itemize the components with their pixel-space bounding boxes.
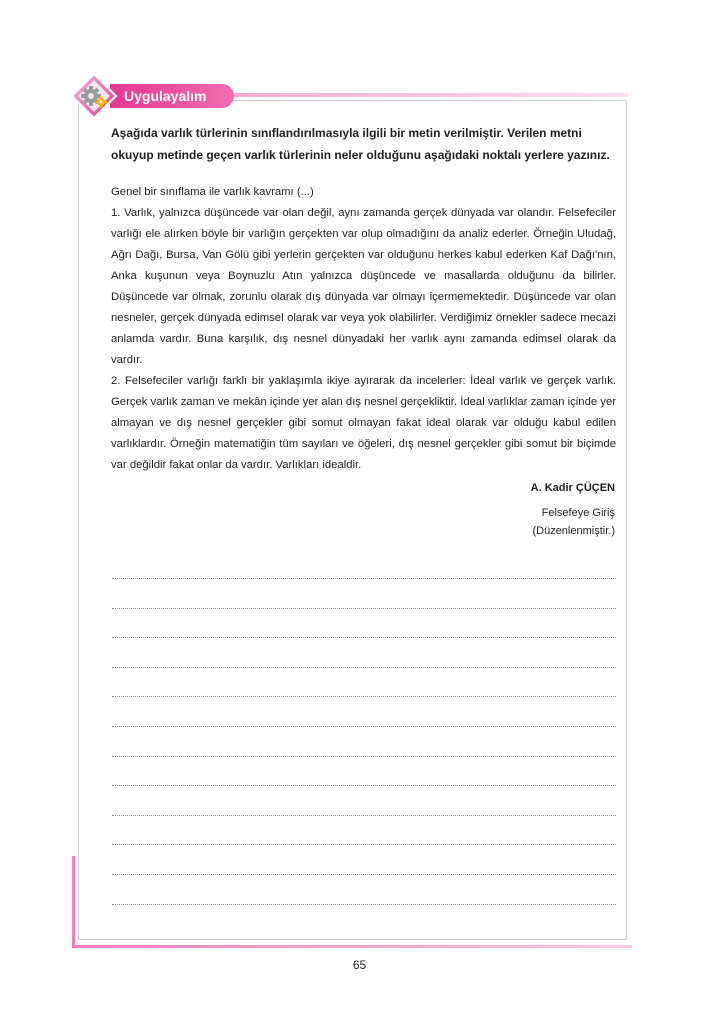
left-accent-bar: [72, 856, 75, 948]
text-paragraph-1: 1. Varlık, yalnızca düşüncede var olan değil, aynı zamanda gerçek dünyada var olandır. Felsefeciler varlığı ele alırken böyle bir varlığın gerçekten var olup olmadığını da analiz ederler. Örneğin Uludağ, Ağrı Dağı, Bursa, Van Gölü gibi yerlerin gerçekten var olduğunu herkes kabul ederken Kaf Dağı'nın, Anka kuşunun veya Boynuzlu Atın yalnızca düşüncede ve masallarda olduğunu da bilirler. Düşüncede var olmak, zorunlu olarak dış dünyada var olmayı içermemektedir. Düşüncede var olan nesneler, gerçek dünyada edimsel olarak var veya yok olabilirler. Verdiğimiz örnekler sadece mecazi anlamda vardır. Buna karşılık, dış nesnel dünyadaki her varlık aynı zamanda edimsel olarak da vardır.: [111, 207, 616, 366]
answer-line[interactable]: [112, 844, 616, 845]
answer-line[interactable]: [112, 696, 616, 697]
citation-book: Felsefeye Giriş: [541, 507, 615, 519]
text-paragraph-2: 2. Felsefeciler varlığı farklı bir yaklaşımla ikiye ayırarak da incelerler: İdeal varlık ve gerçek varlık. Gerçek varlık zaman ve mekân içinde yer alan dış nesnel gerçekliktir. İdeal varlıklar zaman içinde yer almayan ve dış nesnel gerçekler gibi somut olmayan fakat ideal olarak var olduğu kabul edilen varlıklardır. Örneğin matematiğin tüm sayıları ve öğeleri, dış nesnel gerçekler gibi somut bir biçimde var değildir fakat onlar da vardır. Varlıkları idealdir.: [111, 375, 616, 471]
answer-lines[interactable]: [112, 578, 616, 933]
answer-line[interactable]: [112, 608, 616, 609]
answer-line[interactable]: [112, 874, 616, 875]
answer-line[interactable]: [112, 815, 616, 816]
bottom-accent-bar: [72, 945, 632, 948]
citation-author: A. Kadir ÇÜÇEN: [530, 482, 615, 494]
gear-icon: [70, 72, 118, 120]
reading-text: [111, 182, 616, 476]
citation-note: (Düzenlenmiştir.): [532, 525, 615, 537]
answer-line[interactable]: [112, 756, 616, 757]
section-title: Uygulayalım: [124, 88, 207, 104]
instruction-text: Aşağıda varlık türlerinin sınıflandırılmasıyla ilgili bir metin verilmiştir. Verilen metni okuyup metinde geçen varlık türlerinin neler olduğunu aşağıdaki noktalı yerlere yazınız.: [111, 126, 610, 162]
page-number: 65: [352, 958, 367, 972]
answer-line[interactable]: [112, 637, 616, 638]
header-rule: [232, 93, 628, 97]
answer-line[interactable]: [112, 904, 616, 905]
text-intro: Genel bir sınıflama ile varlık kavramı (...): [111, 186, 314, 198]
answer-line[interactable]: [112, 667, 616, 668]
answer-line[interactable]: [112, 726, 616, 727]
citation-source: [532, 504, 615, 540]
answer-line[interactable]: [112, 578, 616, 579]
answer-line[interactable]: [112, 785, 616, 786]
